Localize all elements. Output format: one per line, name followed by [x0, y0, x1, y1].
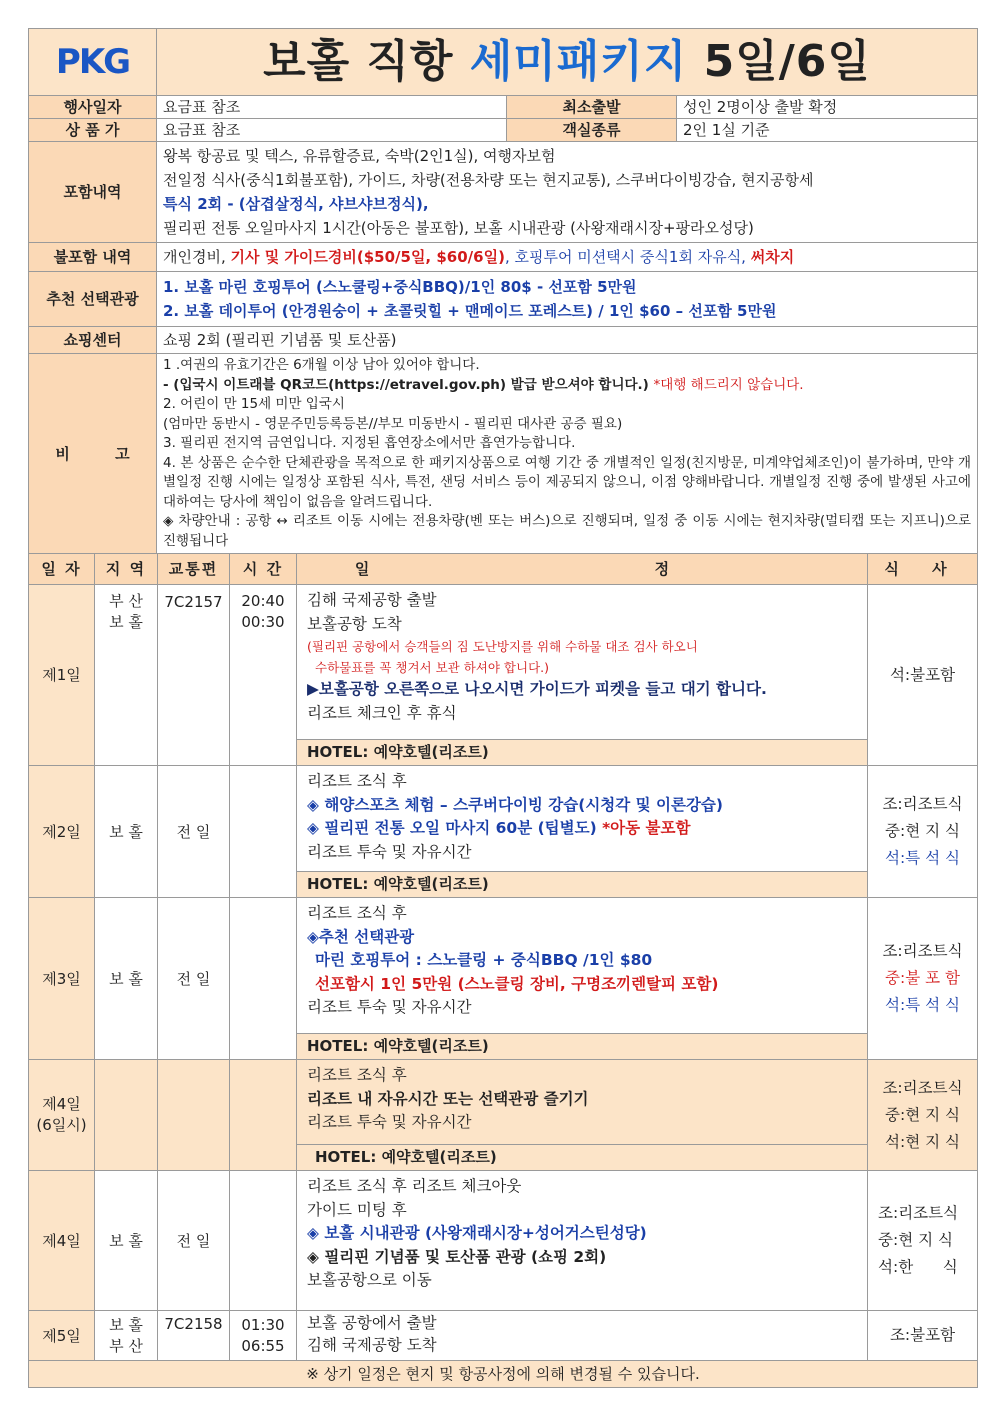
itinerary-line: 김해 국제공항 도착	[307, 1336, 437, 1354]
brand-logo: PKG	[29, 29, 157, 96]
day-label: 제5일	[29, 1311, 95, 1361]
shopping-value: 쇼핑 2회 (필리핀 기념품 및 토산품)	[157, 327, 978, 354]
departure-label: 행사일자	[29, 96, 157, 119]
flight-cell: 7C2158	[158, 1311, 230, 1361]
itinerary-line: 리조트 내 자유시간 또는 선택관광 즐기기	[307, 1089, 589, 1108]
meal-cell: 조:리조트식 중:현 지 식 석:현 지 식	[868, 1060, 978, 1171]
itinerary-line: 리조트 조식 후 리조트 체크아웃	[307, 1177, 522, 1195]
note-line: 3. 필리핀 전지역 금연입니다. 지정된 흡연장소에서만 흡연가능합니다.	[163, 435, 576, 451]
optional-line: 1. 보홀 마린 호핑투어 (스노쿨링+중식BBQ)/1인 80$ - 선포함 5만원	[163, 278, 637, 296]
itinerary-line: 리조트 투숙 및 자유시간	[307, 998, 472, 1016]
hotel-line: HOTEL: 예약호텔(리조트)	[297, 739, 868, 765]
exclude-label: 불포함 내역	[29, 243, 157, 272]
itinerary-line: 가이드 미팅 후	[307, 1200, 407, 1219]
info-table	[28, 28, 978, 554]
itinerary-line: 리조트 체크인 후 휴식	[307, 703, 457, 722]
itinerary-line: ◈ 보홀 시내관광 (사왕재래시장+성어거스틴성당)	[307, 1224, 647, 1242]
itinerary-line: 리조트 조식 후	[307, 1066, 407, 1084]
note-line: 2. 어린이 만 15세 미만 입국시	[163, 396, 345, 412]
room-label: 객실종류	[507, 119, 677, 142]
notes-label: 비 고	[29, 354, 157, 554]
include-line: 왕복 항공료 및 텍스, 유류할증료, 숙박(2인1실), 여행자보험	[163, 147, 556, 165]
region-cell: 보 홀	[95, 1171, 158, 1311]
day-row	[29, 1060, 978, 1171]
time-cell	[230, 1060, 297, 1171]
footer-note: ※ 상기 일정은 현지 및 항공사정에 의해 변경될 수 있습니다.	[29, 1361, 978, 1388]
shopping-label: 쇼핑센터	[29, 327, 157, 354]
time-cell	[230, 898, 297, 1060]
itinerary-page	[28, 28, 977, 1388]
col-region: 지 역	[95, 554, 158, 585]
col-transport: 교통편	[158, 554, 230, 585]
price-value: 요금표 참조	[157, 119, 507, 142]
region-cell: 보 홀	[95, 766, 158, 898]
col-time: 시 간	[230, 554, 297, 585]
meal-cell: 조:불포함	[868, 1311, 978, 1361]
itinerary-line: ◈추천 선택관광	[307, 927, 415, 946]
itinerary-cell	[297, 898, 868, 1060]
include-line: 전일정 식사(중식1회불포함), 가이드, 차량(전용차량 또는 현지교통), 스쿠버다이빙강습, 현지공항세	[163, 171, 814, 189]
day-row	[29, 585, 978, 766]
itinerary-cell	[297, 766, 868, 898]
region-cell: 부 산 보 홀	[95, 585, 158, 766]
itinerary-line: 보홀 공항에서 출발	[307, 1314, 437, 1332]
note-line: (엄마만 동반시 - 영문주민등록등본//부모 미동반시 - 필리핀 대사관 공증 필요)	[163, 415, 623, 432]
page-title: 보홀 직항 세미패키지 5일/6일	[157, 29, 978, 96]
day-row	[29, 898, 978, 1060]
itinerary-line: ◈ 필리핀 기념품 및 토산품 관광 (쇼핑 2회)	[307, 1247, 607, 1266]
day-label: 제3일	[29, 898, 95, 1060]
day-label: 제4일 (6일시)	[29, 1060, 95, 1171]
note-line: - (입국시 이트래블 QR코드(https://etravel.gov.ph) 발급 받으셔야 합니다.) *대행 해드리지 않습니다.	[163, 376, 804, 393]
itinerary-cell	[297, 1060, 868, 1171]
price-label: 상 품 가	[29, 119, 157, 142]
day-label: 제4일	[29, 1171, 95, 1311]
region-cell: 보 홀 부 산	[95, 1311, 158, 1361]
itinerary-cell	[297, 585, 868, 766]
note-line: 1 .여권의 유효기간은 6개월 이상 남아 있어야 합니다.	[163, 357, 480, 373]
day-row	[29, 1171, 978, 1311]
include-label: 포함내역	[29, 142, 157, 243]
itinerary-line: 리조트 투숙 및 자유시간	[307, 842, 472, 861]
include-line: 특식 2회 - (삼겹살정식, 샤브샤브정식),	[163, 195, 429, 213]
itinerary-line: 보홀공항 도착	[307, 614, 402, 633]
col-meal: 식 사	[868, 554, 978, 585]
schedule-table	[28, 553, 978, 1388]
day-label: 제2일	[29, 766, 95, 898]
col-itinerary: 일 정	[297, 554, 868, 585]
meal-cell: 조:리조트식 중:현 지 식 석:한 식	[868, 1171, 978, 1311]
optional-line: 2. 보홀 데이투어 (안경원숭이 + 초콜릿힐 + 맨메이드 포레스트) / 1인 $60 – 선포함 5만원	[163, 302, 777, 320]
time-cell: 20:40 00:30	[230, 585, 297, 766]
meal-cell: 석:불포함	[868, 585, 978, 766]
itinerary-line: 선포함시 1인 5만원 (스노클링 장비, 구명조끼렌탈피 포함)	[315, 974, 719, 993]
hotel-line: HOTEL: 예약호텔(리조트)	[297, 871, 868, 897]
note-line: ◈ 차량안내 : 공항 ↔ 리조트 이동 시에는 전용차량(벤 또는 버스)으로 진행되며, 일정 중 이동 시에는 현지차량(멀티캡 또는 지프니)으로 진행됩니다	[163, 513, 972, 549]
itinerary-line: ◈ 필리핀 전통 오일 마사지 60분 (팁별도) *아동 불포함	[307, 819, 691, 837]
hotel-line: HOTEL: 예약호텔(리조트)	[297, 1144, 868, 1170]
transport-cell: 전 일	[158, 898, 230, 1060]
region-cell	[95, 1060, 158, 1171]
optional-label: 추천 선택관광	[29, 272, 157, 327]
meal-cell: 조:리조트식 중:현 지 식 석:특 석 식	[868, 766, 978, 898]
itinerary-cell	[297, 1171, 868, 1311]
time-cell: 01:30 06:55	[230, 1311, 297, 1361]
day-label: 제1일	[29, 585, 95, 766]
meal-cell: 조:리조트식 중:불 포 함 석:특 석 식	[868, 898, 978, 1060]
min-value: 성인 2명이상 출발 확정	[677, 96, 978, 119]
transport-cell: 전 일	[158, 1171, 230, 1311]
day-row	[29, 1311, 978, 1361]
flight-cell: 7C2157	[158, 585, 230, 766]
departure-value: 요금표 참조	[157, 96, 507, 119]
itinerary-line: ◈ 해양스포츠 체험 – 스쿠버다이빙 강습(시청각 및 이론강습)	[307, 795, 723, 814]
room-value: 2인 1실 기준	[677, 119, 978, 142]
itinerary-line: 수하물표를 꼭 챙겨서 보관 하셔야 합니다.)	[315, 660, 549, 675]
notes-value	[157, 354, 978, 554]
note-line: 4. 본 상품은 순수한 단체관광을 목적으로 한 패키지상품으로 여행 기간 중 개별적인 일정(친지방문, 미계약업체조인)이 불가하며, 만약 개별일정 진행 시에는 일정상 포함된 식사, 특전, 샌딩 서비스 등이 제공되지 않으니, 이점 양해바랍니다. 개별일정 진행 중에 발생된 사고에 대하여는 당사에 책임이 없음을 알려드립니다.	[163, 454, 972, 510]
itinerary-line: ▶보홀공항 오른쪽으로 나오시면 가이드가 피켓을 들고 대기 합니다.	[307, 680, 767, 698]
hotel-line: HOTEL: 예약호텔(리조트)	[297, 1033, 868, 1059]
transport-cell	[158, 1060, 230, 1171]
time-cell	[230, 766, 297, 898]
itinerary-line: 리조트 투숙 및 자유시간	[307, 1113, 472, 1131]
exclude-value: 개인경비, 기사 및 가이드경비($50/5일, $60/6일), 호핑투어 미션택시 중식1회 자유식, 써차지	[157, 243, 978, 272]
col-day: 일 자	[29, 554, 95, 585]
day-row	[29, 766, 978, 898]
optional-value	[157, 272, 978, 327]
transport-cell: 전 일	[158, 766, 230, 898]
itinerary-line: (필리핀 공항에서 승객들의 짐 도난방지를 위해 수하물 대조 검사 하오니	[307, 639, 698, 654]
itinerary-cell	[297, 1311, 868, 1361]
itinerary-line: 리조트 조식 후	[307, 904, 407, 922]
region-cell: 보 홀	[95, 898, 158, 1060]
time-cell	[230, 1171, 297, 1311]
itinerary-line: 마린 호핑투어 : 스노클링 + 중식BBQ /1인 $80	[315, 951, 653, 969]
itinerary-line: 리조트 조식 후	[307, 772, 407, 790]
itinerary-line: 보홀공항으로 이동	[307, 1271, 432, 1289]
include-value	[157, 142, 978, 243]
include-line: 필리핀 전통 오일마사지 1시간(아동은 불포함), 보홀 시내관광 (사왕재래시장+팡라오성당)	[163, 219, 754, 237]
min-label: 최소출발	[507, 96, 677, 119]
itinerary-line: 김해 국제공항 출발	[307, 591, 437, 609]
